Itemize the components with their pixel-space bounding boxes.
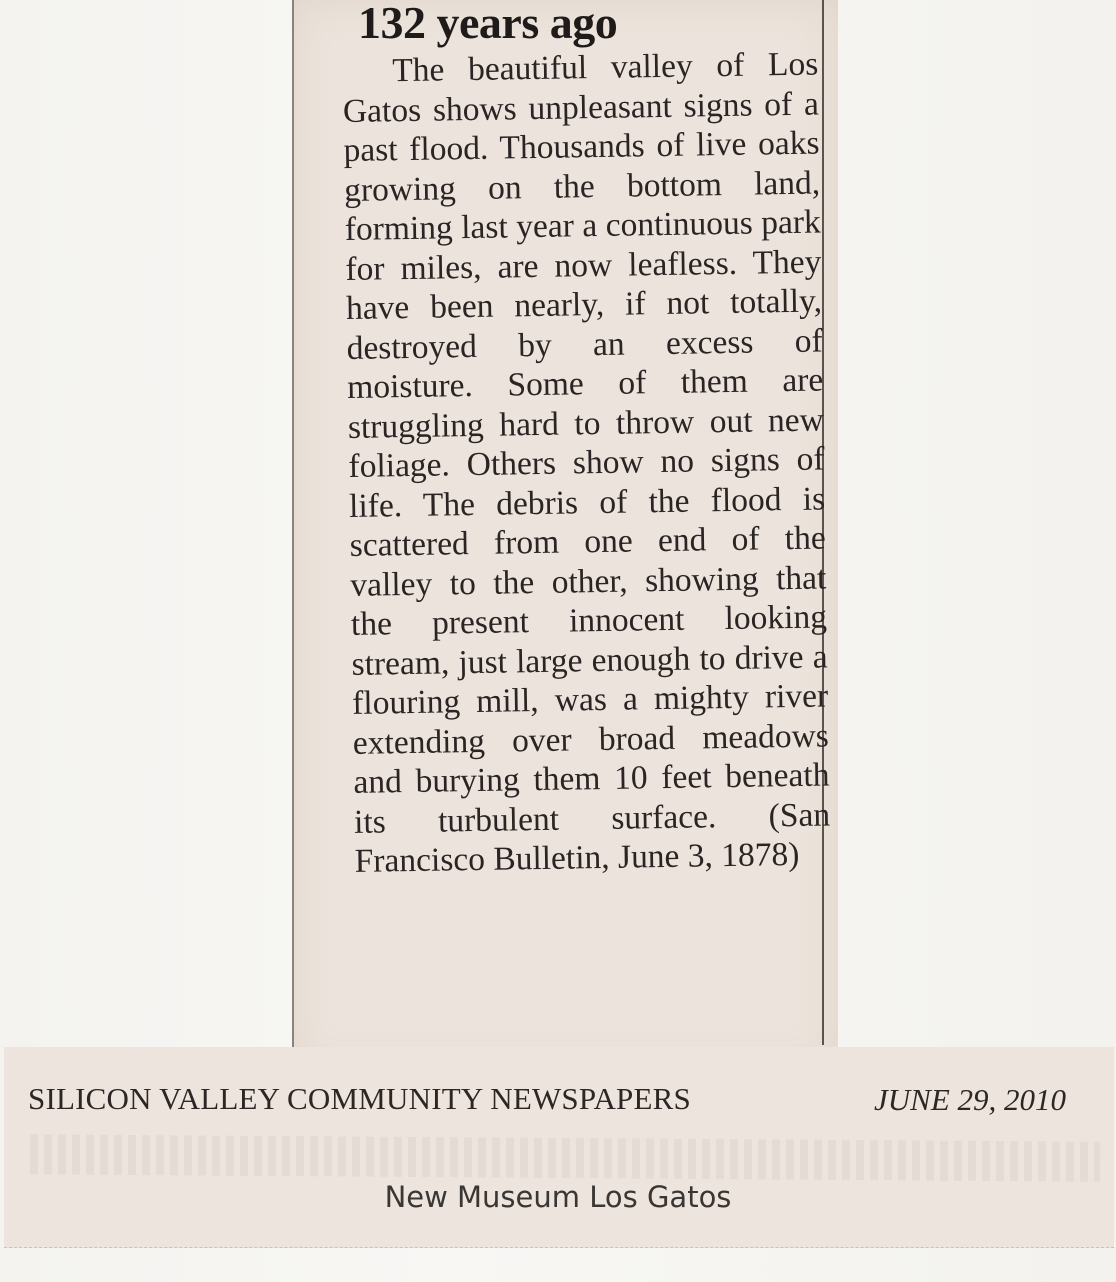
column-left-rule bbox=[292, 0, 294, 1052]
reverse-side-bleed-through bbox=[30, 1134, 1100, 1181]
museum-watermark: New Museum Los Gatos bbox=[384, 1180, 732, 1214]
article-headline: 132 years ago bbox=[358, 0, 618, 48]
publication-date: JUNE 29, 2010 bbox=[874, 1082, 1067, 1117]
publication-name: SILICON VALLEY COMMUNITY NEWSPAPERS bbox=[28, 1081, 691, 1116]
article-body: The beautiful valley of Los Gatos shows unpleasant signs of a past flood. Thousands of live oaks growing on the bottom land, forming last year a continuous park for miles, are now leafless. They have been nearly, if not totally, destroyed by an excess of moisture. Some of them are struggling hard to throw out new foliage. Others show no signs of life. The debris of the flood is scattered from one end of the valley to the other, showing that the present innocent looking stream, just large enough to drive a flouring mill, was a mighty river extending over broad meadows and burying them 10 feet beneath its turbulent surface. (San Francisco Bulletin, June 3, 1878) bbox=[342, 45, 831, 880]
